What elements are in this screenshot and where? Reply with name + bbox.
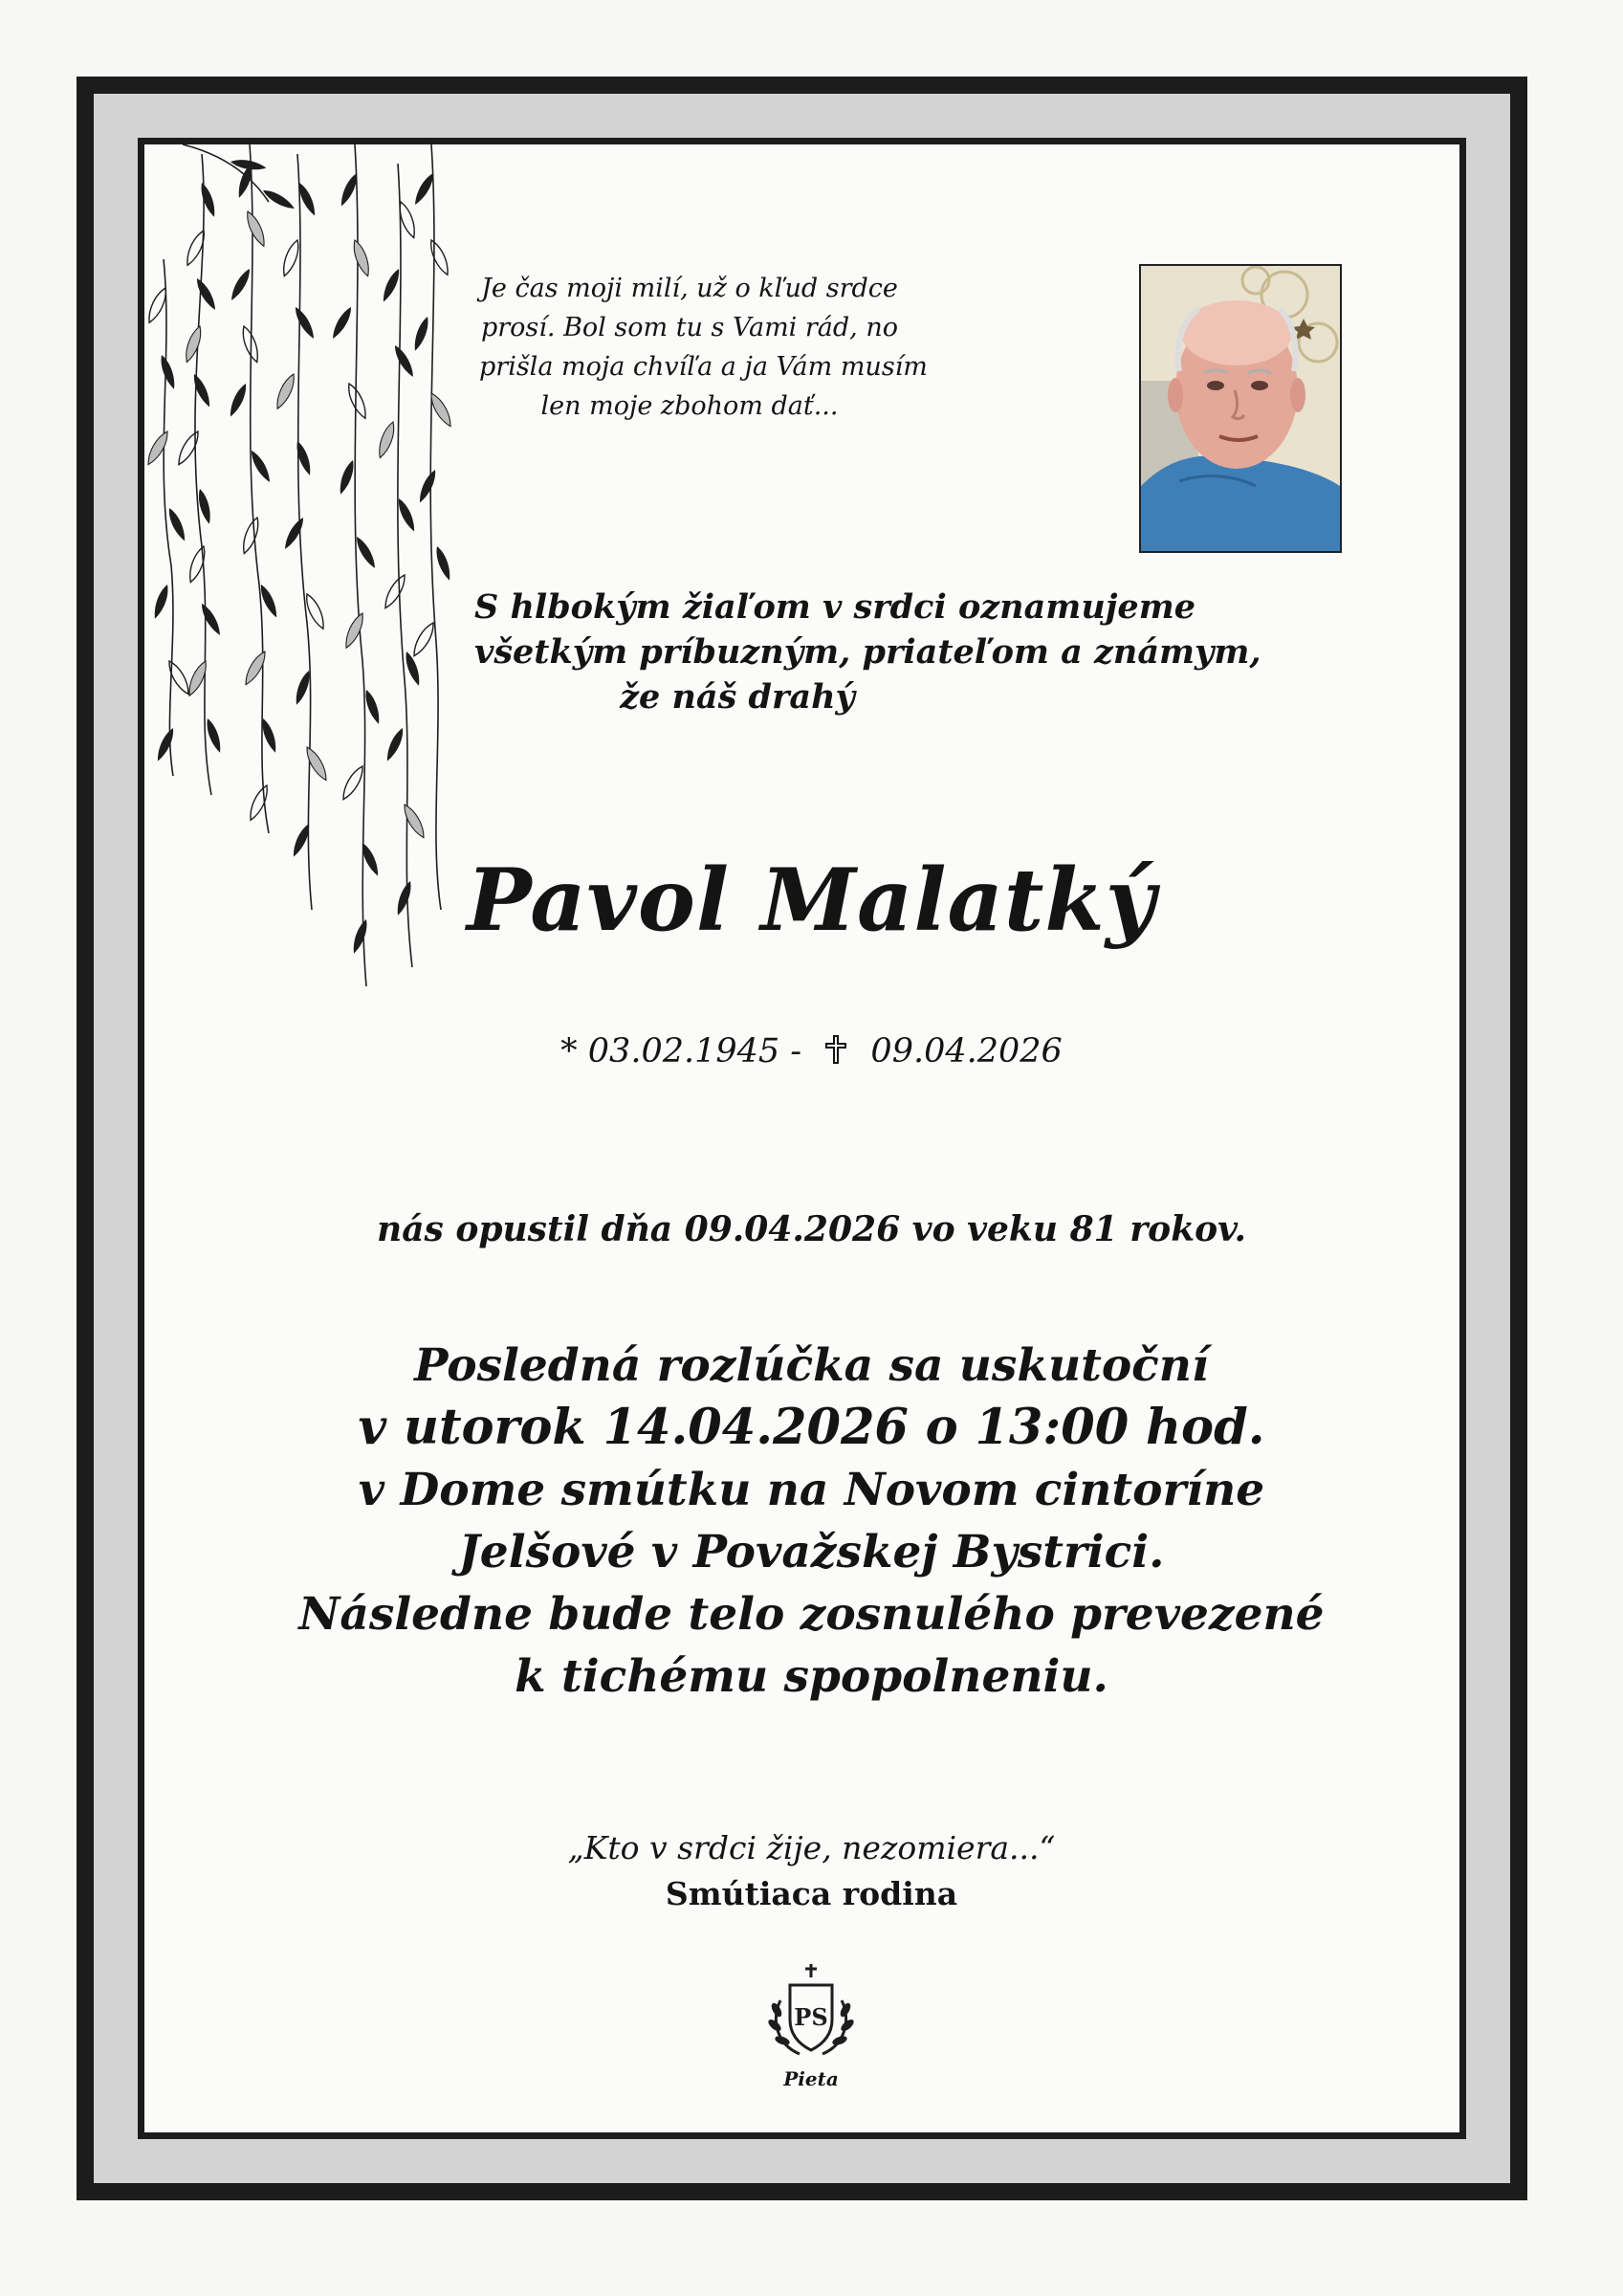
obituary-card <box>144 144 1459 2132</box>
ceremony-line: v utorok 14.04.2026 o 13:00 hod. <box>358 1399 1265 1456</box>
inner-black-line <box>138 138 1466 2139</box>
announcement-line: že náš drahý <box>620 677 855 717</box>
pieta-logo-icon <box>761 1962 861 2096</box>
ceremony-line: Jelšové v Považskej Bystrici. <box>458 1526 1165 1578</box>
life-dates <box>144 1030 1459 1072</box>
death-date: 09.04.2026 <box>870 1032 1063 1071</box>
logo-emblem <box>761 1962 861 2067</box>
ceremony-details <box>144 1335 1459 1708</box>
closing-quote: „Kto v srdci žije, nezomiera...“ <box>567 1829 1056 1866</box>
announcement-text <box>474 585 1261 719</box>
gray-border-band <box>94 94 1510 2183</box>
ceremony-line: Posledná rozlúčka sa uskutoční <box>414 1339 1209 1392</box>
portrait-photo <box>1139 264 1342 553</box>
ceremony-line: v Dome smútku na Novom cintoríne <box>358 1464 1265 1516</box>
poem-line: len moje zbohom dať... <box>540 391 839 421</box>
poem-line: prišla moja chvíľa a ja Vám musím <box>479 352 928 382</box>
outer-black-frame <box>77 77 1527 2200</box>
poem-line: Je čas moji milí, už o kľud srdce <box>481 274 898 303</box>
announcement-line: všetkým príbuzným, priateľom a známym, <box>474 632 1261 672</box>
cross-icon <box>823 1034 848 1065</box>
logo-monogram: PS <box>794 2003 828 2031</box>
portrait-image <box>1141 266 1340 551</box>
birth-date: * 03.02.1945 - <box>560 1032 802 1071</box>
announcement-line: S hlbokým žiaľom v srdci oznamujeme <box>474 587 1196 627</box>
ceremony-line: Následne bude telo zosnulého prevezené <box>298 1588 1325 1641</box>
family-signature: Smútiaca rodina <box>665 1875 958 1912</box>
passed-away-text: nás opustil dňa 09.04.2026 vo veku 81 rokov. <box>377 1209 1246 1249</box>
ceremony-line: k tichému spopolneniu. <box>515 1650 1108 1703</box>
poem-verse <box>479 269 928 426</box>
poem-line: prosí. Bol som tu s Vami rád, no <box>480 313 898 342</box>
deceased-name: Pavol Malatký <box>466 850 1157 951</box>
logo-label: Pieta <box>783 2067 839 2090</box>
